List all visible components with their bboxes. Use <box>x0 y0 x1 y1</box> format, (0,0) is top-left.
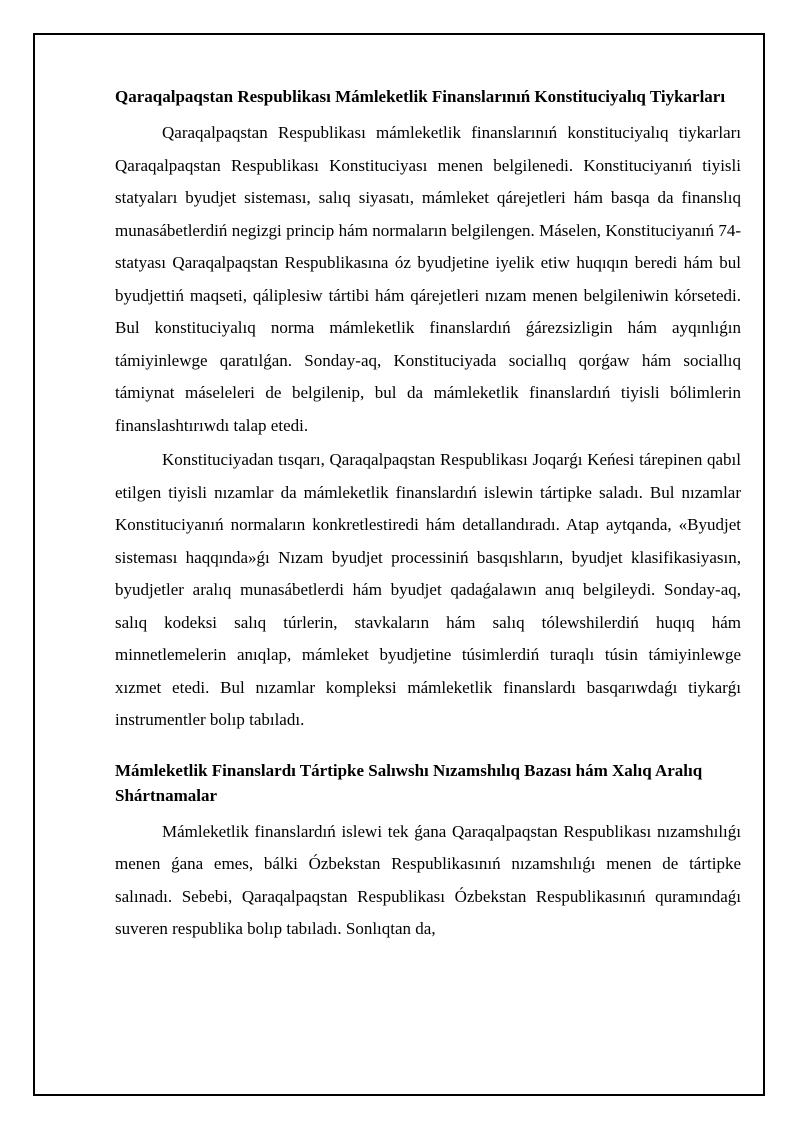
section-heading-legislative-base: Mámleketlik Finanslardı Tártipke Salıwshı Nızamshılıq Bazası hám Xalıq Aralıq Shártnamalar <box>115 760 703 805</box>
document-body <box>115 84 741 948</box>
paragraph: Konstituciyadan tısqarı, Qaraqalpaqstan Respublikası Joqarǵı Keńesi tárepinen qabıl etilgen tiyisli nızamlar da mámleketlik finanslardıń islewin tártipke saladı. Bul nızamlar Konstituciyanıń normaların konkretlestiredi hám detallandıradı. Atap aytqanda, «Byudjet sisteması haqqında»ǵı Nızam byudjet processiniń basqıshların, byudjet klasifikasiyasın, byudjetler aralıq munasábetlerdi hám byudjet qadaǵalawın anıq belgileydi. Sonday-aq, salıq kodeksi salıq túrlerin, stavkaların hám salıq tólewshilerdiń huqıq hám minnetlemelerin anıqlap, mámleket byudjetine túsimlerdiń turaqlı túsin támiyinlewge xızmet etedi. Bul nızamlar kompleksi mámleketlik finanslardı basqarıwdaǵı tiykarǵı instrumentler bolıp tabıladı. <box>115 450 741 729</box>
paragraph: Qaraqalpaqstan Respublikası mámleketlik finanslarınıń konstituciyalıq tiykarları Qaraqalpaqstan Respublikası Konstituciyası menen belgilenedi. Konstituciyanıń tiyisli statyaları byudjet sisteması, salıq siyasatı, mámleket qárejetleri hám basqa da finanslıq munasábetlerdiń negizgi princip hám normaların belgilengen. Máselen, Konstituciyanıń 74-statyası Qaraqalpaqstan Respublikasına óz byudjetine iyelik etiw huqıqın beredi hám bul byudjettiń maqseti, qáliplesiw tártibi hám qárejetleri nızam menen belgileniwin kórsetedi. Bul konstituciyalıq norma mámleketlik finanslardıń ǵárezsizligin hám ayqınlıǵın támiyinlewge qaratılǵan. Sonday-aq, Konstituciyada sociallıq qorǵaw hám sociallıq támiynat máseleleri de belgilenip, bul da mámleketlik finanslardıń tiyisli bólimlerin finanslashtırıwdı talap etedi. <box>115 123 741 435</box>
paragraph: Mámleketlik finanslardıń islewi tek ǵana Qaraqalpaqstan Respublikası nızamshılıǵı menen ǵana emes, bálki Ózbekstan Respublikasınıń nızamshılıǵı menen de tártipke salınadı. Sebebi, Qaraqalpaqstan Respublikası Ózbekstan Respublikasınıń quramındaǵı suveren respublika bolıp tabıladı. Sonlıqtan da, <box>115 821 741 938</box>
section-heading-constitutional-foundations: Qaraqalpaqstan Respublikası Mámleketlik Finanslarınıń Konstituciyalıq Tiykarları <box>115 87 726 106</box>
